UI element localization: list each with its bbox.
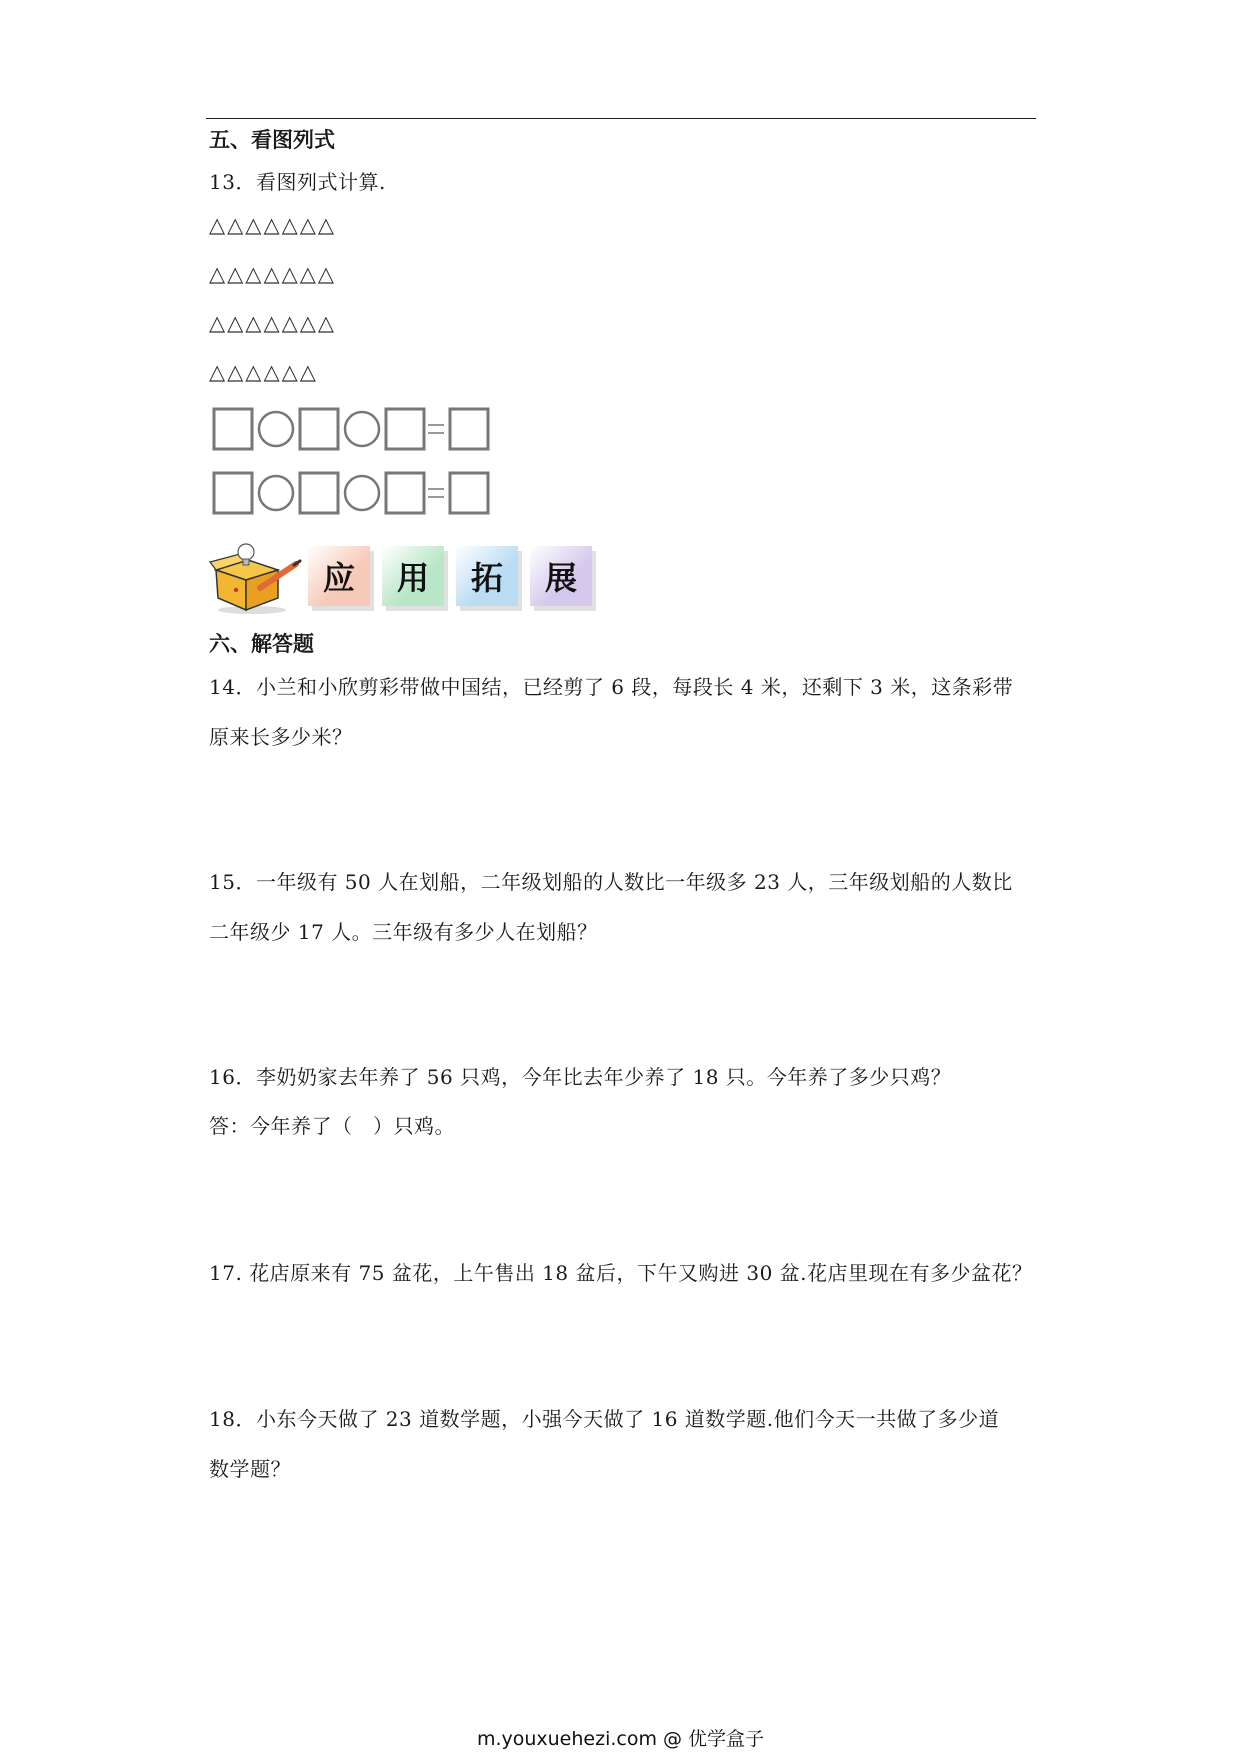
- equation-template-row: [212, 406, 492, 452]
- operator-circle: [259, 412, 293, 446]
- equation-template-row: [212, 470, 492, 516]
- question-14-line-2: 原来长多少米？: [209, 725, 353, 749]
- triangle-row: △△△△△△△: [209, 213, 337, 237]
- operator-circle: [345, 412, 379, 446]
- banner-tile-char: 应: [322, 559, 355, 597]
- answer-box: [214, 473, 252, 513]
- operator-circle: [345, 476, 379, 510]
- question-15-line-1: 15．一年级有 50 人在划船，二年级划船的人数比一年级多 23 人，三年级划船的人数比: [209, 870, 1013, 894]
- question-18-line-2: 数学题？: [209, 1457, 291, 1481]
- operator-circle: [259, 476, 293, 510]
- question-16-line-1: 16．李奶奶家去年养了 56 只鸡，今年比去年少养了 18 只。今年养了多少只鸡？: [209, 1065, 952, 1089]
- banner-tile: [456, 546, 518, 606]
- triangle-row: △△△△△△△: [209, 311, 337, 335]
- answer-box: [386, 409, 424, 449]
- banner-tile: [308, 546, 370, 606]
- question-13-prompt: 13．看图列式计算.: [209, 170, 386, 194]
- section-5-title: 五、看图列式: [209, 128, 335, 152]
- section-6-title: 六、解答题: [209, 632, 314, 656]
- question-16-answer-line: 答：今年养了（ ）只鸡。: [209, 1114, 455, 1138]
- banner-tile-char: 展: [544, 559, 577, 597]
- answer-box: [450, 409, 488, 449]
- question-15-line-2: 二年级少 17 人。三年级有多少人在划船？: [209, 920, 598, 944]
- banner-tile-char: 拓: [470, 559, 503, 597]
- triangle-row: △△△△△△: [209, 360, 318, 384]
- question-17-line-1: 17. 花店原来有 75 盆花，上午售出 18 盆后，下午又购进 30 盆.花店里现在有多少盆花？: [209, 1261, 1033, 1285]
- banner-tile: [530, 546, 592, 606]
- answer-box: [386, 473, 424, 513]
- answer-box: [214, 409, 252, 449]
- triangle-row: △△△△△△△: [209, 262, 337, 286]
- footer-watermark: m.youxuehezi.com @ 优学盒子: [476, 1728, 765, 1750]
- answer-box: [450, 473, 488, 513]
- question-14-line-1: 14．小兰和小欣剪彩带做中国结，已经剪了 6 段，每段长 4 米，还剩下 3 米，这条彩带: [209, 675, 1014, 699]
- box-pencil-illustration: [208, 540, 304, 616]
- header-rule: [206, 118, 1036, 119]
- banner-tile-char: 用: [396, 559, 429, 597]
- banner-tile: [382, 546, 444, 606]
- answer-box: [300, 473, 338, 513]
- question-18-line-1: 18．小东今天做了 23 道数学题，小强今天做了 16 道数学题.他们今天一共做了多少道: [209, 1407, 1000, 1431]
- answer-box: [300, 409, 338, 449]
